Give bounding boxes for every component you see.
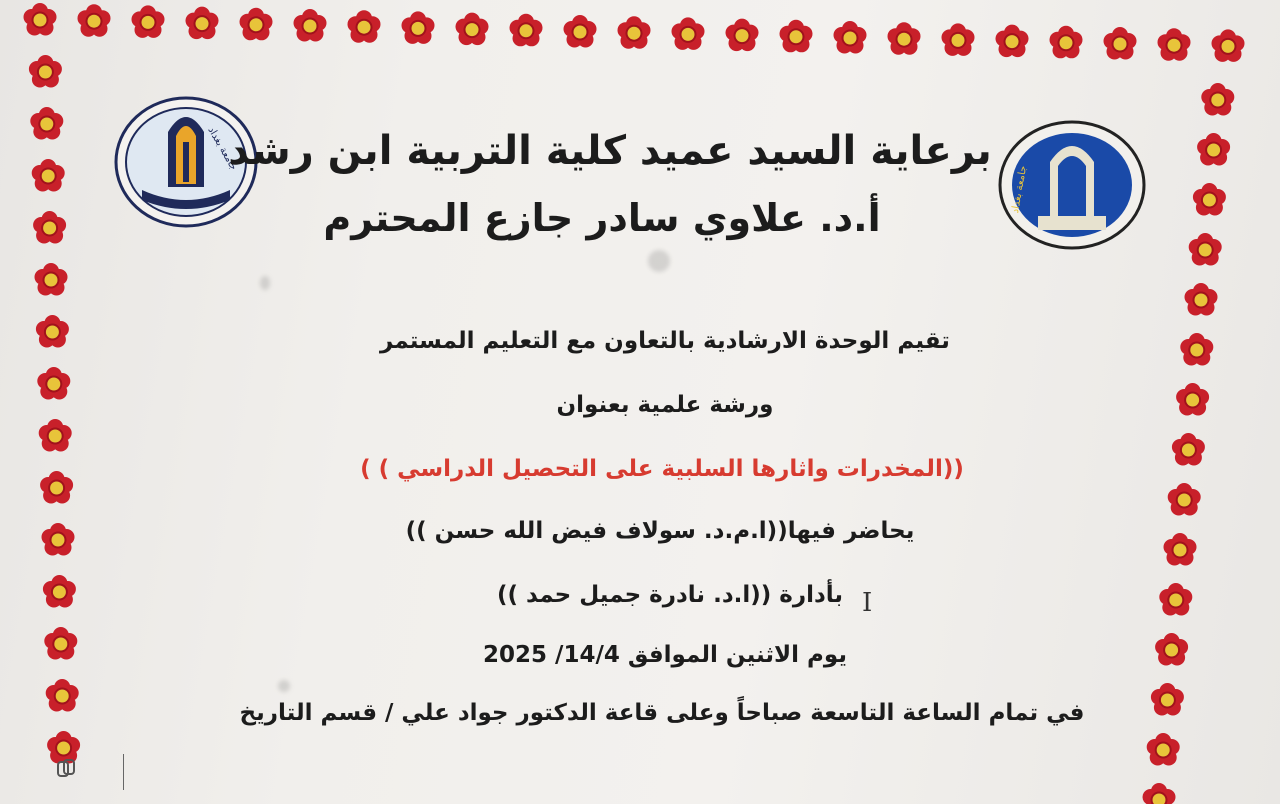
flower-border-icon bbox=[402, 11, 435, 44]
flower-border-icon bbox=[888, 22, 921, 55]
flower-border-icon bbox=[348, 10, 381, 43]
flower-border-icon bbox=[1147, 733, 1180, 766]
flower-border-icon bbox=[1212, 29, 1245, 62]
flower-border-icon bbox=[1104, 27, 1137, 60]
flower-border-icon bbox=[834, 21, 867, 54]
flower-border-icon bbox=[456, 13, 489, 46]
moderator-line: بأدارة ((ا.د. نادرة جميل حمد )) bbox=[496, 582, 844, 608]
flower-border-icon bbox=[1168, 483, 1201, 516]
flower-border-icon bbox=[1158, 28, 1191, 61]
college-logo-left-label: جامعة بغداد bbox=[205, 125, 239, 173]
flower-border-icon bbox=[186, 7, 219, 40]
flower-border-icon bbox=[132, 5, 165, 38]
flower-border-icon bbox=[1050, 26, 1083, 59]
flower-border-icon bbox=[672, 17, 705, 50]
flower-border-icon bbox=[29, 55, 62, 88]
flower-border-icon bbox=[35, 263, 68, 296]
university-logo-right-label: جامعة بغداد bbox=[1009, 164, 1030, 215]
flower-border-icon bbox=[618, 16, 651, 49]
text-caret bbox=[123, 754, 124, 790]
patronage-line: برعاية السيد عميد كلية التربية ابن رشد bbox=[228, 128, 992, 174]
organizer-line: تقيم الوحدة الارشادية بالتعاون مع التعليم المستمر bbox=[380, 328, 950, 354]
flower-border-icon bbox=[996, 25, 1029, 58]
flower-border-icon bbox=[24, 3, 57, 36]
flower-border-icon bbox=[780, 20, 813, 53]
flower-border-icon bbox=[1201, 83, 1234, 116]
flower-border-icon bbox=[564, 15, 597, 48]
flower-border-icon bbox=[510, 14, 543, 47]
dean-name-line: أ.د. علاوي سادر جازع المحترم bbox=[323, 196, 881, 240]
lecturer-line: يحاضر فيها((ا.م.د. سولاف فيض الله حسن )) bbox=[405, 518, 915, 544]
office-app-icon[interactable] bbox=[54, 756, 80, 782]
date-line: يوم الاثنين الموافق 14/4/ 2025 bbox=[483, 642, 847, 668]
flower-border-icon bbox=[726, 19, 759, 52]
cursor-ibeam-icon: I bbox=[862, 588, 873, 618]
flower-border-icon bbox=[294, 9, 327, 42]
flower-border-icon bbox=[240, 8, 273, 41]
time-place-line: في تمام الساعة التاسعة صباحاً وعلى قاعة الدكتور جواد علي / قسم التاريخ bbox=[239, 700, 1085, 726]
workshop-line: ورشة علمية بعنوان bbox=[556, 392, 774, 418]
flower-border-icon bbox=[942, 23, 975, 56]
flower-border-icon bbox=[39, 419, 72, 452]
flower-border-icon bbox=[78, 4, 111, 37]
workshop-title: ((المخدرات واثارها السلبية على التحصيل الدراسي ) ) bbox=[360, 456, 964, 482]
flower-border-icon bbox=[1185, 283, 1218, 316]
flower-border-icon bbox=[1143, 783, 1176, 804]
